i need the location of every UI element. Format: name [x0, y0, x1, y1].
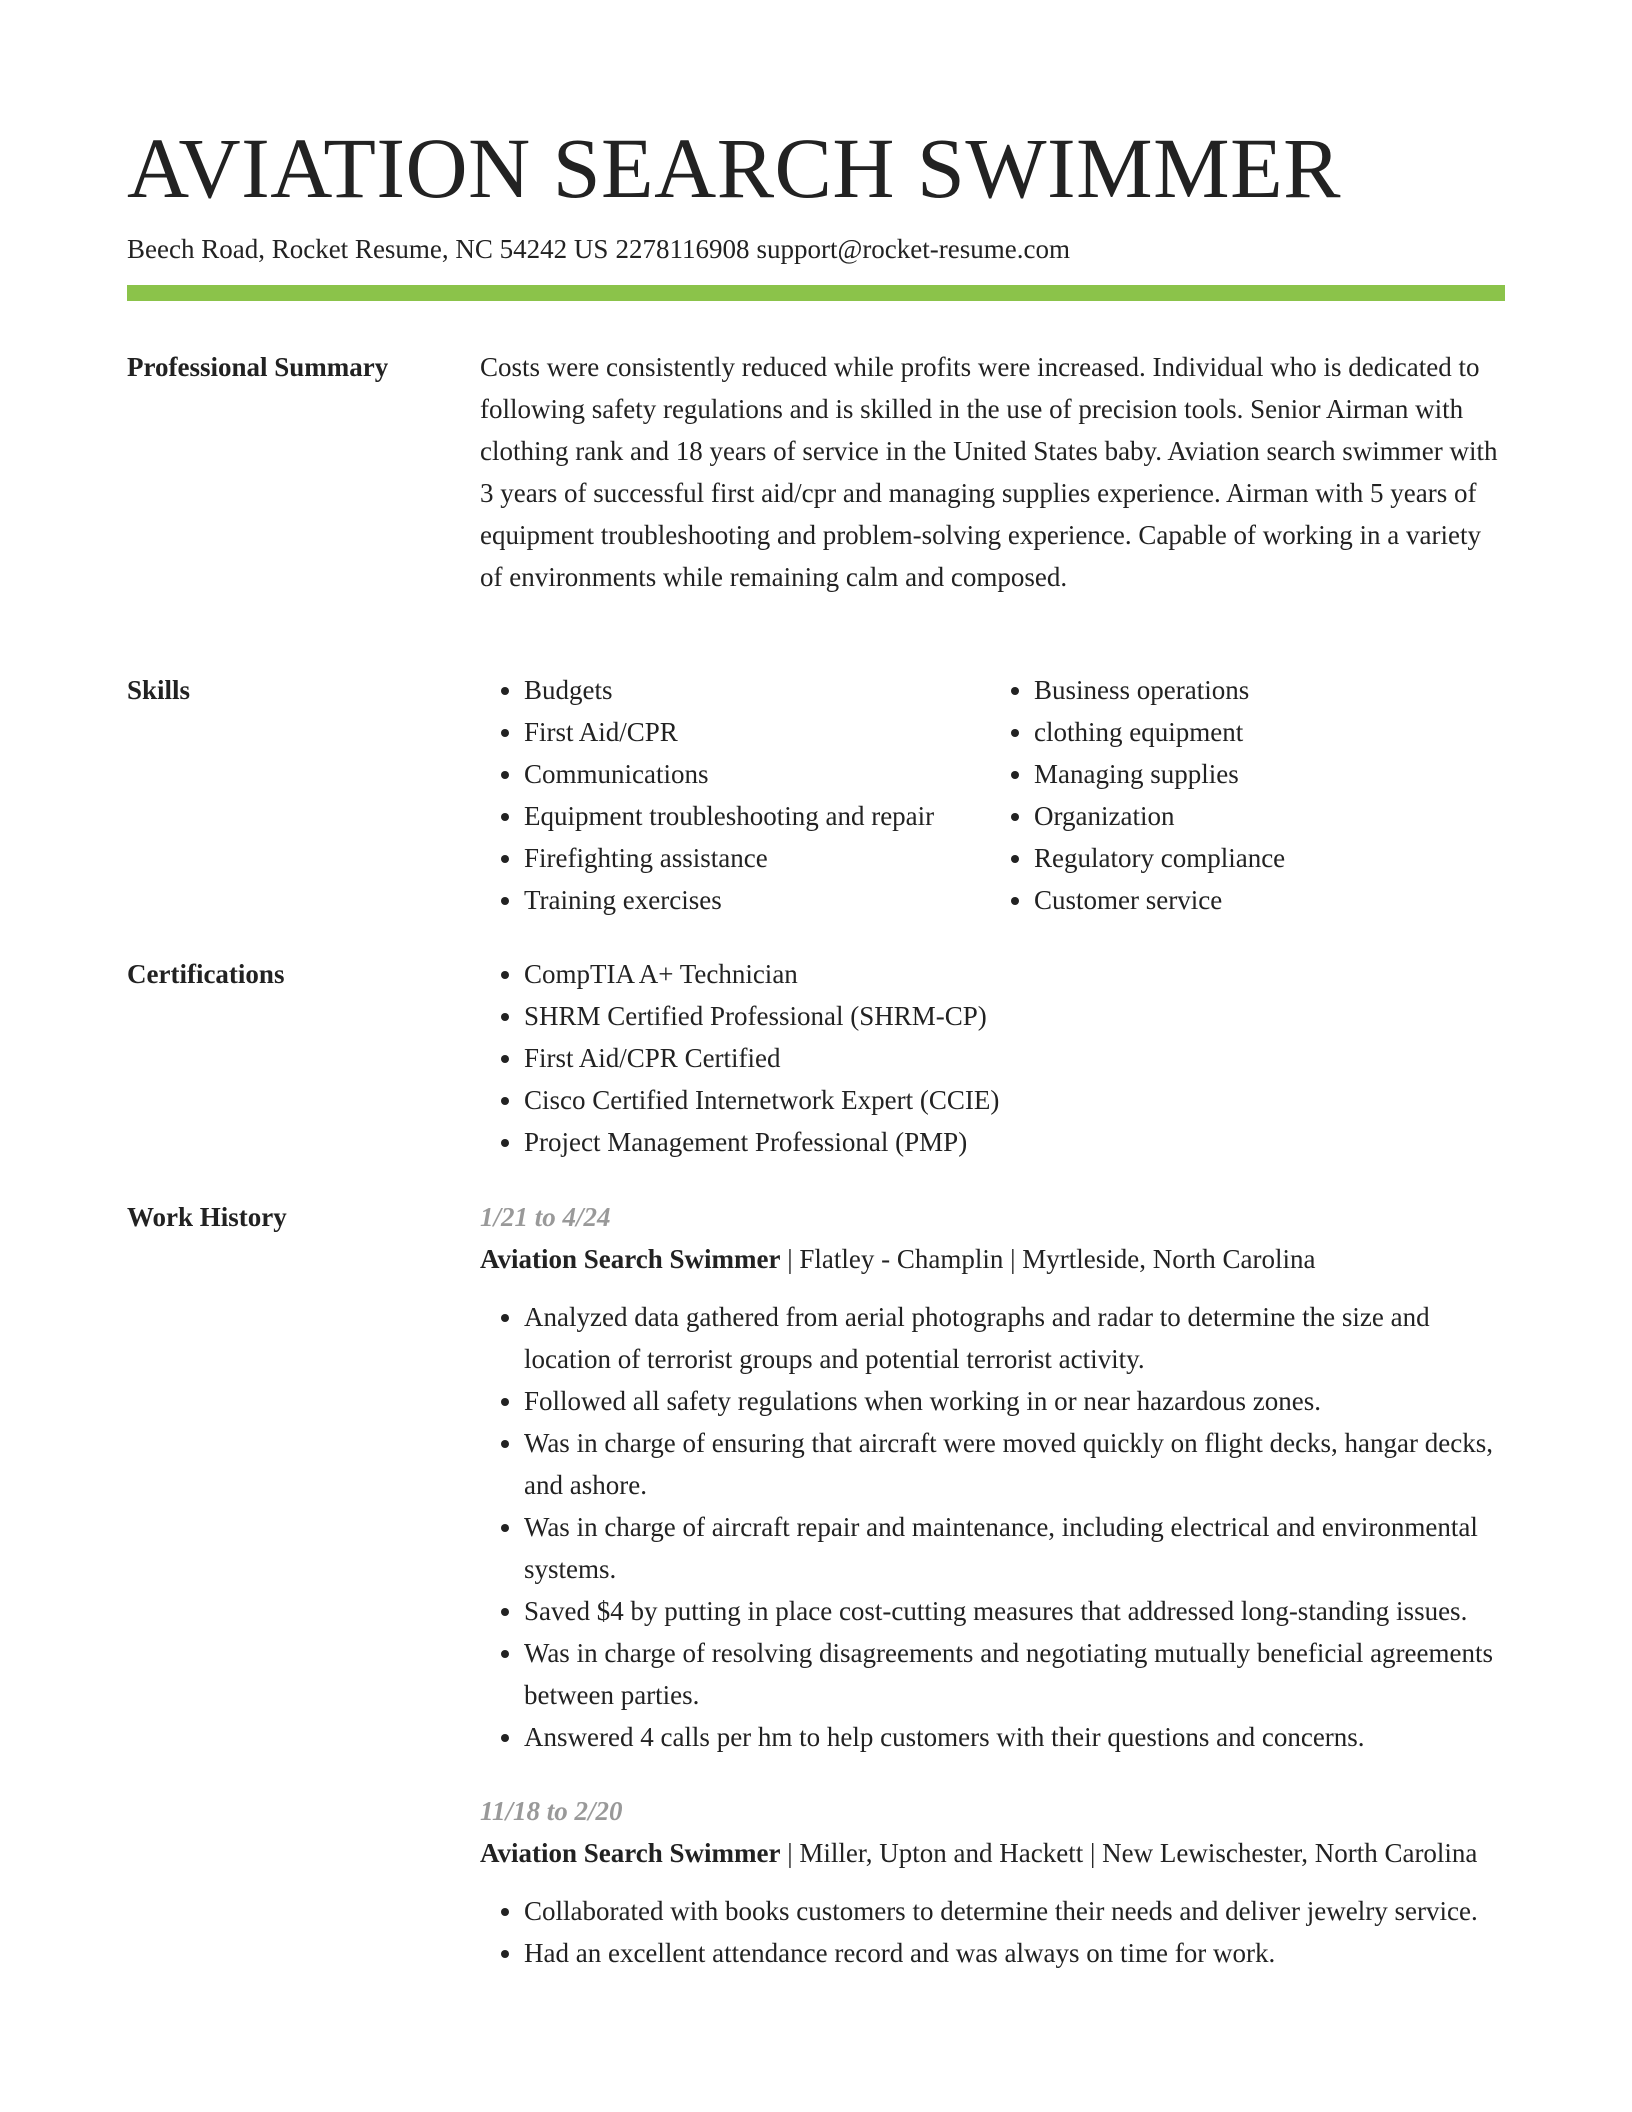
skills-list [480, 669, 1505, 921]
certification-item: • Cisco Certified Internetwork Expert (CCIE) [524, 1079, 1505, 1121]
header-divider [127, 285, 1505, 301]
job-title-line [480, 1238, 1505, 1280]
job-bullets [480, 1890, 1505, 1974]
certifications-heading: Certifications [127, 959, 285, 989]
skill-item: • Business operations [1034, 669, 1494, 711]
skills-heading: Skills [127, 675, 191, 705]
job-bullet: • Followed all safety regulations when working in or near hazardous zones. [524, 1380, 1505, 1422]
summary-text: Costs were consistently reduced while profits were increased. Individual who is dedicated to following safety regulations and is skilled in the use of precision tools. Senior Airman with clothing rank and 18 years of service in the United States baby. Aviation search swimmer with 3 years of successful first aid/cpr and managing supplies experience. Airman with 5 years of equipment troubleshooting and problem-solving experience. Capable of working in a variety of environments while remaining calm and composed. [480, 352, 1498, 592]
job-title-line [480, 1832, 1505, 1874]
skill-item: • Firefighting assistance [524, 837, 984, 879]
job-bullet: • Collaborated with books customers to determine their needs and deliver jewelry service. [524, 1890, 1505, 1932]
job-bullet: • Was in charge of ensuring that aircraft were moved quickly on flight decks, hangar decks, and ashore. [524, 1422, 1505, 1506]
summary-body [480, 346, 1505, 598]
certification-item: • First Aid/CPR Certified [524, 1037, 1505, 1079]
skill-item: • Organization [1034, 795, 1494, 837]
skill-item: • Training exercises [524, 879, 984, 921]
job-title: Aviation Search Swimmer [480, 1244, 781, 1274]
contact-line [127, 232, 1070, 266]
skill-item: • Regulatory compliance [1034, 837, 1494, 879]
job-employer: | Miller, Upton and Hackett | New Lewischester, North Carolina [780, 1838, 1478, 1868]
job-bullet: • Analyzed data gathered from aerial photographs and radar to determine the size and location of terrorist groups and potential terrorist activity. [524, 1296, 1505, 1380]
job-entry [480, 1196, 1505, 1758]
certification-item: • Project Management Professional (PMP) [524, 1121, 1505, 1163]
job-employer: | Flatley - Champlin | Myrtleside, North Carolina [780, 1244, 1316, 1274]
skill-item: • Communications [524, 753, 984, 795]
job-bullet: • Answered 4 calls per hm to help customers with their questions and concerns. [524, 1716, 1505, 1758]
certifications-body [480, 953, 1505, 1163]
skill-item: • Budgets [524, 669, 984, 711]
skills-column-2 [984, 669, 1494, 921]
certifications-list [480, 953, 1505, 1163]
job-bullet: • Had an excellent attendance record and was always on time for work. [524, 1932, 1505, 1974]
job-bullet: • Was in charge of resolving disagreements and negotiating mutually beneficial agreements between parties. [524, 1632, 1505, 1716]
job-bullet: • Saved $4 by putting in place cost-cutting measures that addressed long-standing issues. [524, 1590, 1505, 1632]
resume-name: AVIATION SEARCH SWIMMER [127, 120, 1341, 216]
work-history-heading: Work History [127, 1202, 287, 1232]
job-dates: 11/18 to 2/20 [480, 1796, 623, 1826]
job-title: Aviation Search Swimmer [480, 1838, 781, 1868]
work-history-body [480, 1196, 1505, 1974]
skills-column-1 [480, 669, 984, 921]
skill-item: • First Aid/CPR [524, 711, 984, 753]
skill-item: • Customer service [1034, 879, 1494, 921]
job-bullet: • Was in charge of aircraft repair and maintenance, including electrical and environmental systems. [524, 1506, 1505, 1590]
contact-email: support@rocket-resume.com [756, 234, 1070, 264]
contact-phone: 2278116908 [615, 234, 750, 264]
contact-address: Beech Road, Rocket Resume, NC 54242 US [127, 234, 609, 264]
skill-item: • Equipment troubleshooting and repair [524, 795, 984, 837]
summary-heading: Professional Summary [127, 352, 389, 382]
certification-item: • CompTIA A+ Technician [524, 953, 1505, 995]
skill-item: • clothing equipment [1034, 711, 1494, 753]
job-dates: 1/21 to 4/24 [480, 1202, 611, 1232]
skill-item: • Managing supplies [1034, 753, 1494, 795]
certification-item: • SHRM Certified Professional (SHRM-CP) [524, 995, 1505, 1037]
job-bullets [480, 1296, 1505, 1758]
job-entry [480, 1790, 1505, 1974]
